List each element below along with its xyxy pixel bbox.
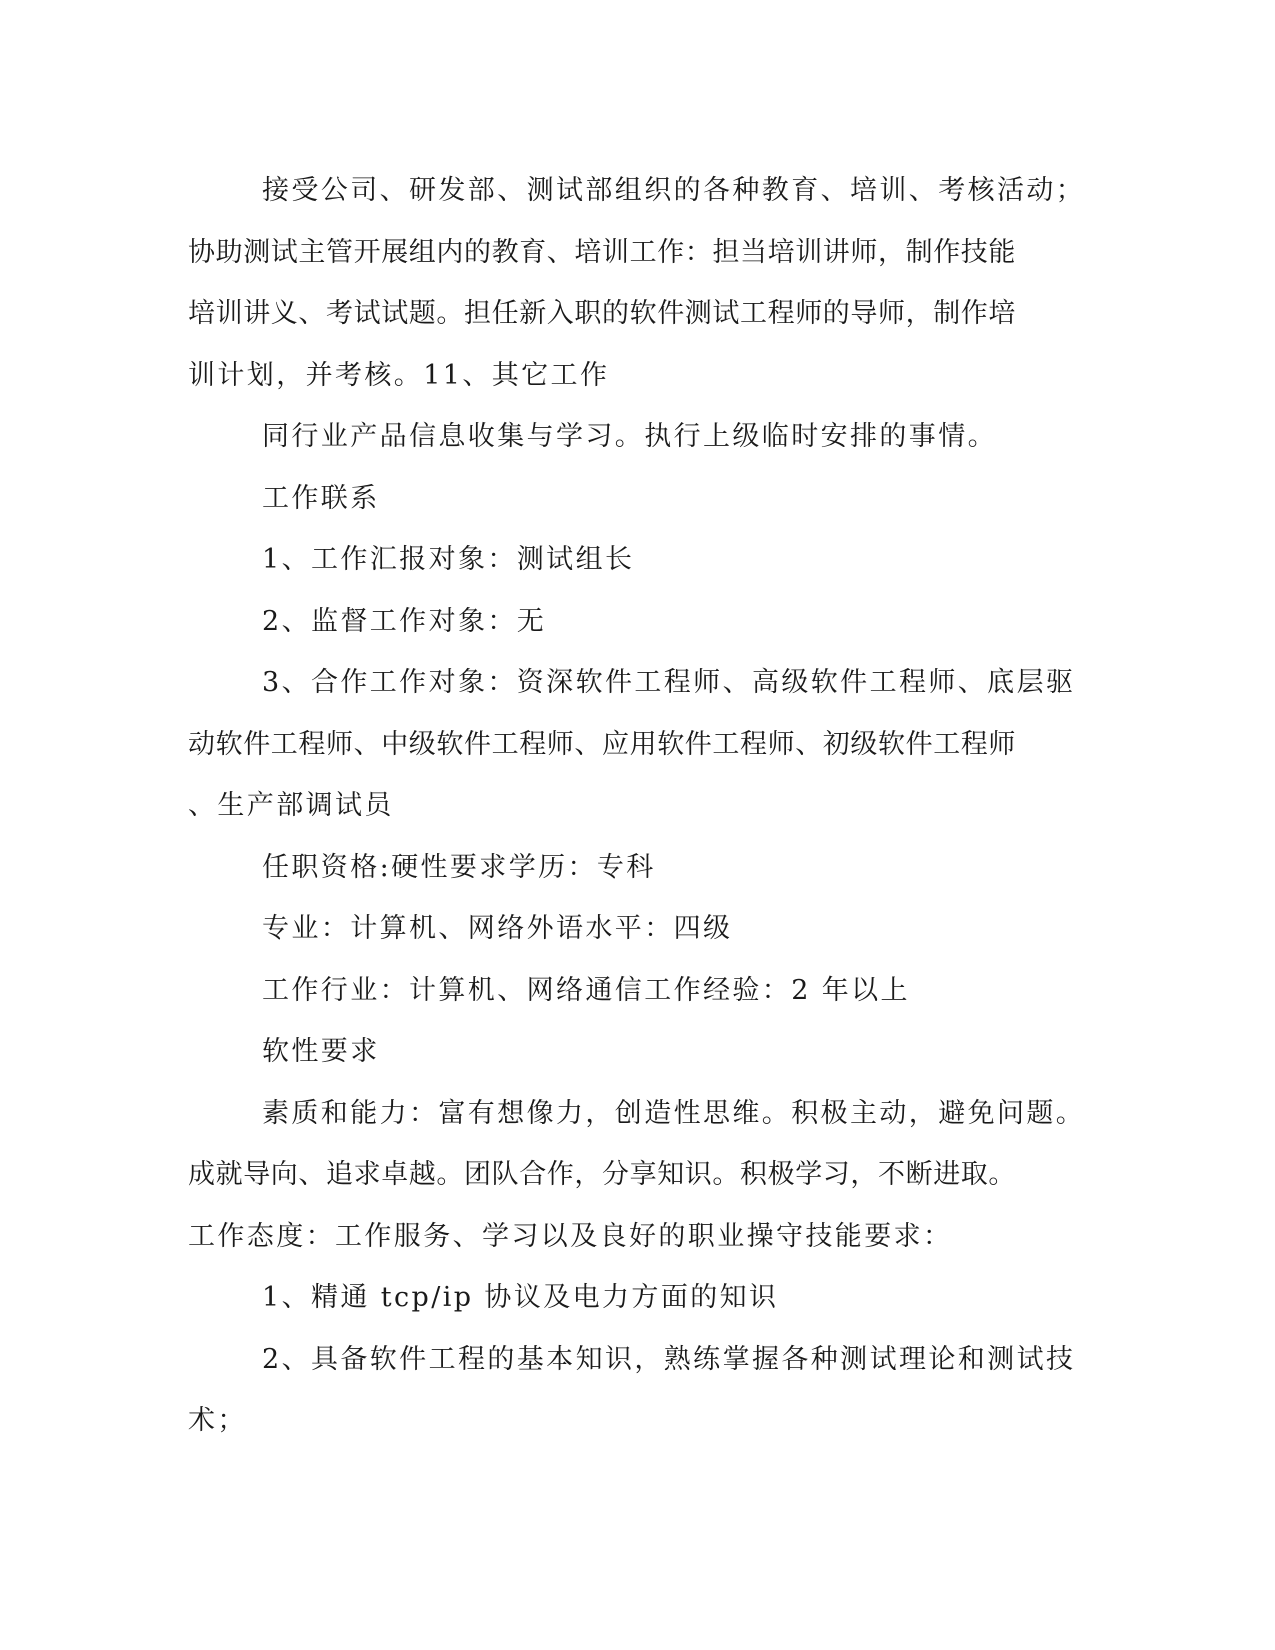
- section-heading: 软性要求: [262, 1036, 380, 1067]
- paragraph-line: 工作行业：计算机、网络通信工作经验：2 年以上: [262, 974, 910, 1006]
- paragraph-line: 动软件工程师、中级软件工程师、应用软件工程师、初级软件工程师: [188, 728, 1016, 760]
- paragraph-line: 1、精通 tcp/ip 协议及电力方面的知识: [262, 1282, 779, 1313]
- paragraph-line: 训计划，并考核。11、其它工作: [188, 359, 610, 391]
- paragraph-line: 协助测试主管开展组内的教育、培训工作：担当培训讲师，制作技能: [188, 236, 1016, 268]
- paragraph-line: 2、监督工作对象：无: [262, 605, 547, 637]
- paragraph-line: 1、工作汇报对象：测试组长: [262, 544, 635, 575]
- paragraph-line: 工作态度：工作服务、学习以及良好的职业操守技能要求：: [188, 1220, 953, 1252]
- paragraph-line: 术；: [188, 1405, 247, 1436]
- paragraph-line: 成就导向、追求卓越。团队合作，分享知识。积极学习，不断进取。: [188, 1159, 1016, 1190]
- paragraph-line: 素质和能力：富有想像力，创造性思维。积极主动，避免问题。: [262, 1097, 1086, 1129]
- paragraph-line: 培训讲义、考试试题。担任新入职的软件测试工程师的导师，制作培: [188, 298, 1016, 329]
- paragraph-line: 专业：计算机、网络外语水平：四级: [262, 913, 733, 944]
- paragraph-line: 任职资格:硬性要求学历：专科: [262, 851, 656, 883]
- paragraph-line: 同行业产品信息收集与学习。执行上级临时安排的事情。: [262, 421, 997, 452]
- section-heading: 工作联系: [262, 482, 380, 514]
- paragraph-line: 、生产部调试员: [188, 790, 394, 821]
- paragraph-line: 接受公司、研发部、测试部组织的各种教育、培训、考核活动；: [262, 175, 1086, 206]
- document-body: [188, 160, 1086, 1452]
- paragraph-line: 2、具备软件工程的基本知识，熟练掌握各种测试理论和测试技: [262, 1343, 1076, 1375]
- paragraph-line: 3、合作工作对象：资深软件工程师、高级软件工程师、底层驱: [262, 667, 1076, 698]
